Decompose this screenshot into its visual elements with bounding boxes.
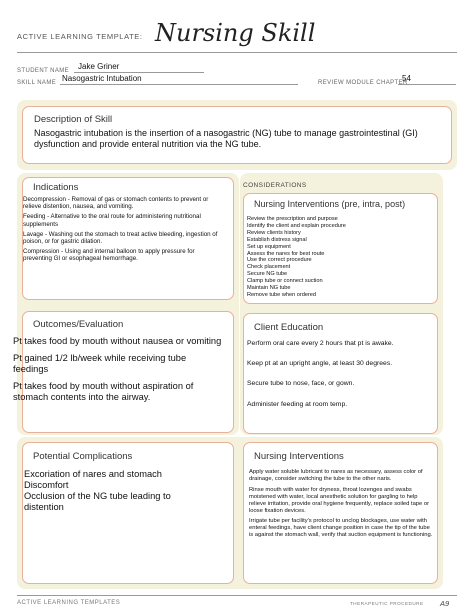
- interventions-pre-list: [247, 216, 433, 299]
- complications-box: [22, 442, 234, 584]
- template-label: ACTIVE LEARNING TEMPLATE:: [17, 32, 143, 41]
- indications-box: [22, 177, 234, 300]
- outcomes-list: [13, 336, 223, 403]
- intervention-item: Set up equipment: [247, 243, 291, 250]
- footer-divider: [17, 595, 457, 596]
- intervention-item: Secure NG tube: [247, 271, 288, 278]
- skill-name: Nasogastric Intubation: [62, 74, 142, 83]
- outcomes-box: [13, 311, 234, 433]
- intervention-item: Assess the nares for best route: [247, 250, 325, 257]
- complications-title: Potential Complications: [33, 451, 133, 462]
- interventions-pre-box: [243, 193, 438, 304]
- education-item: Administer feeding at room temp.: [247, 400, 348, 408]
- intervention-item: Identify the client and explain procedure: [247, 222, 346, 229]
- nursing-intervention-item: Rinse mouth with water for dryness, throat lozenges and swabs moistened with water, local anesthetic solution for gargling to help relieve irritation, provide oral hygiene frequently, replace soiled tape or loose fixation devices.: [249, 486, 430, 514]
- outcome-item: Pt takes food by mouth without aspiration of stomach contents into the airway.: [13, 381, 194, 402]
- student-name: Jake Griner: [78, 62, 120, 71]
- outcomes-title: Outcomes/Evaluation: [33, 319, 124, 330]
- review-module-line: [398, 84, 456, 85]
- client-education-box: [243, 313, 438, 434]
- footer-left: ACTIVE LEARNING TEMPLATES: [17, 600, 121, 606]
- review-module-label: REVIEW MODULE CHAPTER: [318, 80, 408, 86]
- indication-item: Compression - Using and internal balloon to apply pressure for preventing GI or esophageal hemorrhage.: [23, 248, 195, 263]
- skill-name-line: [60, 84, 298, 85]
- indication-item: Lavage - Washing out the stomach to treat active bleeding, ingestion of poison, or for gastric dilation.: [23, 230, 218, 246]
- skill-name-label: SKILL NAME: [17, 80, 57, 86]
- intervention-item: Establish distress signal: [247, 236, 307, 243]
- footer-procedure-label: THERAPEUTIC PROCEDURE: [350, 601, 424, 606]
- indication-item: Feeding - Alternative to the oral route for administering nutritional supplements: [23, 213, 201, 228]
- description-box: [22, 106, 452, 164]
- outcome-item: Pt takes food by mouth without nausea or vomiting: [13, 336, 222, 346]
- student-name-line: [74, 72, 204, 73]
- client-education-title: Client Education: [254, 322, 324, 333]
- intervention-item: Check placement: [247, 264, 291, 271]
- description-text: Nasogastric intubation is the insertion of a nasogastric (NG) tube to manage gastrointestinal (GI) dysfunction and provide enteral nutrition via the NG tube.: [34, 128, 418, 149]
- nursing-interventions-list: [249, 469, 435, 539]
- footer-page: A9: [440, 599, 450, 608]
- client-education-list: [247, 340, 435, 409]
- nursing-interventions-title: Nursing Interventions: [254, 451, 344, 462]
- complication-item: Excoriation of nares and stomach: [24, 469, 162, 479]
- education-item: Secure tube to nose, face, or gown.: [247, 380, 355, 388]
- template-name: Nursing Skill: [155, 19, 316, 47]
- outcome-item: Pt gained 1/2 lb/week while receiving tube feedings: [13, 353, 187, 374]
- indications-title: Indications: [33, 182, 79, 193]
- indication-item: Decompression - Removal of gas or stomach contents to prevent or relieve distention, nausea, and vomiting.: [23, 196, 209, 211]
- student-name-label: STUDENT NAME: [17, 68, 70, 74]
- considerations-label: CONSIDERATIONS: [243, 182, 307, 189]
- indications-list: [23, 196, 219, 263]
- interventions-pre-title: Nursing Interventions (pre, intra, post): [254, 199, 406, 209]
- intervention-item: Remove tube when ordered: [247, 291, 317, 298]
- complication-item: Discomfort: [24, 480, 69, 490]
- intervention-item: Use the correct procedure: [247, 257, 312, 264]
- review-module-chapter: 54: [402, 74, 411, 83]
- intervention-item: Clamp tube or connect suction: [247, 278, 323, 285]
- complication-item: Occlusion of the NG tube leading to distention: [24, 491, 171, 512]
- description-title: Description of Skill: [34, 114, 113, 125]
- intervention-item: Review clients history: [247, 229, 301, 236]
- complications-list: [24, 469, 212, 513]
- nursing-intervention-item: Apply water soluble lubricant to nares as necessary, assess color of drainage, consider switching the tube to the other naris.: [249, 469, 423, 482]
- nursing-interventions-box: [243, 442, 438, 584]
- intervention-item: Maintain NG tube: [247, 285, 291, 292]
- header-divider: [17, 52, 457, 53]
- nursing-intervention-item: Irrigate tube per facility's protocol to unclog blockages, use water with enteral feedings, have client change position in case the tip of the tube is against the stomach wall, verify that suction equipment is functioning.: [249, 518, 433, 539]
- intervention-item: Review the prescription and purpose: [247, 216, 338, 222]
- education-item: Perform oral care every 2 hours that pt is awake.: [247, 340, 394, 347]
- education-item: Keep pt at an upright angle, at least 30 degrees.: [247, 360, 393, 368]
